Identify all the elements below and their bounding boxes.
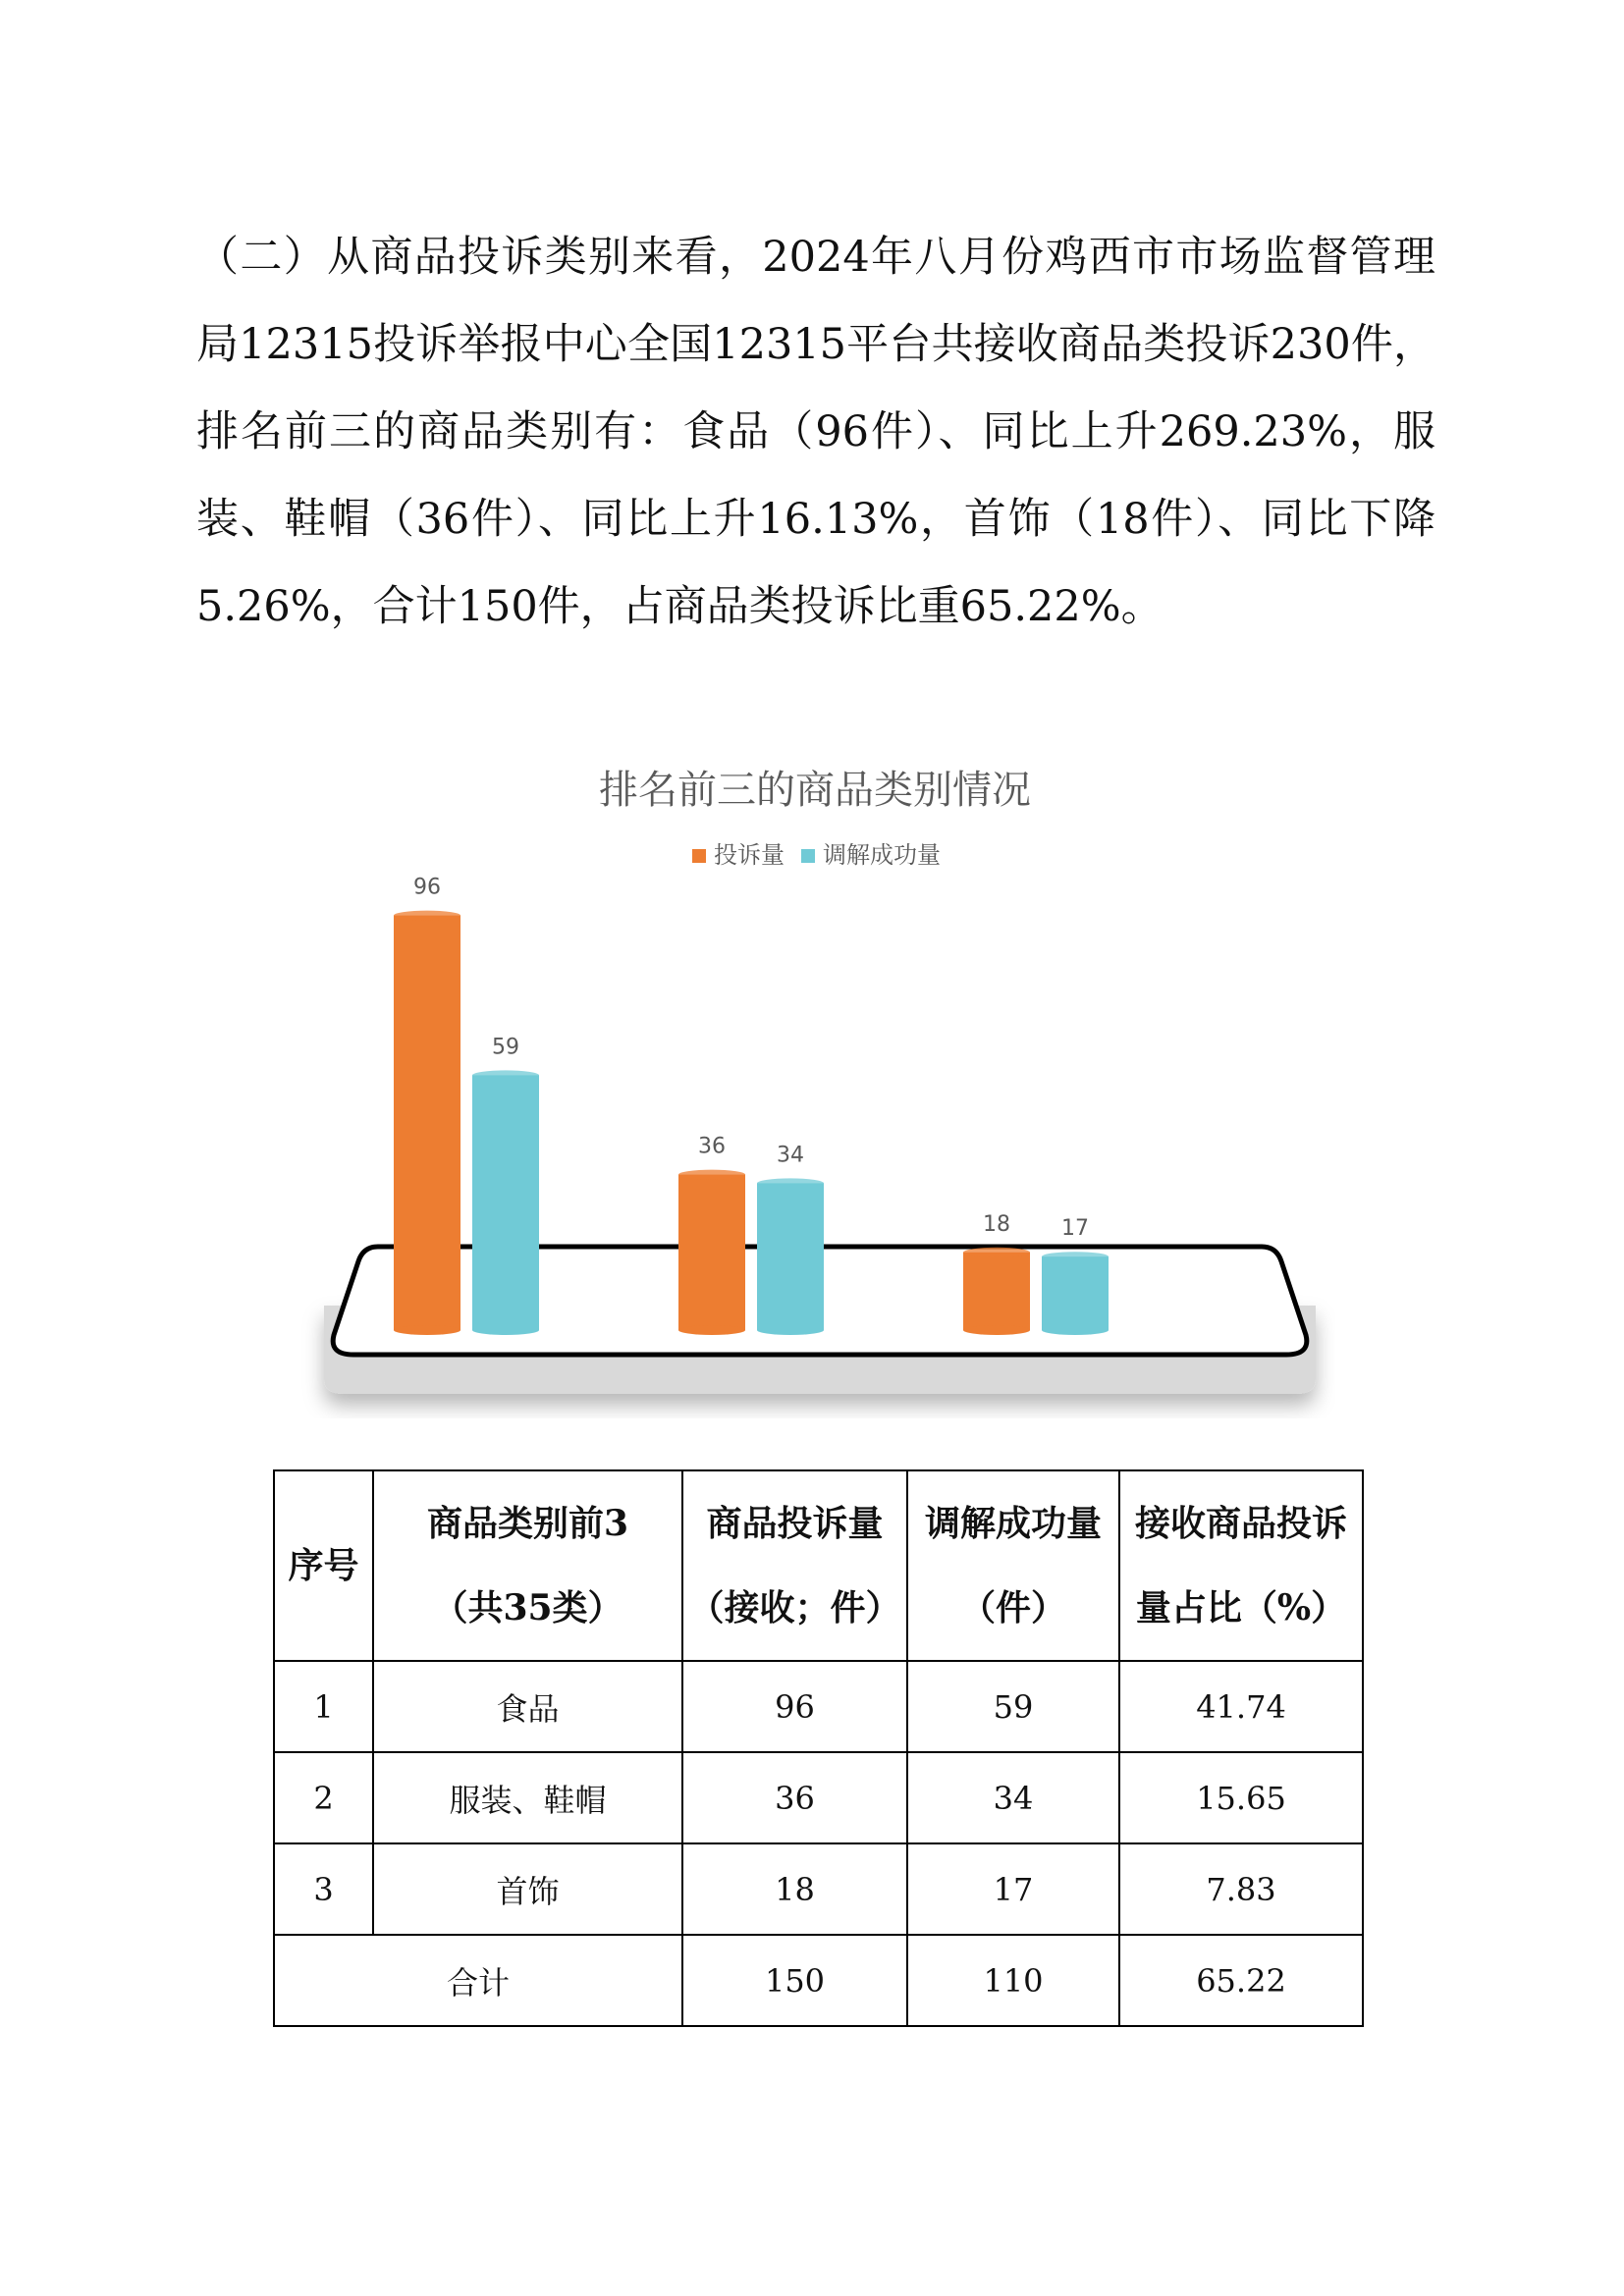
chart-title: 排名前三的商品类别情况 — [599, 768, 1031, 813]
table-row — [274, 1661, 1363, 1752]
legend-label-1: 调解成功量 — [823, 841, 941, 869]
legend-label-0: 投诉量 — [714, 841, 785, 869]
bar-body — [1042, 1256, 1109, 1330]
total-row — [274, 1935, 1363, 2026]
bar-base — [963, 1325, 1030, 1335]
total-cell: 65.22 — [1119, 1935, 1363, 2026]
bar-base — [394, 1325, 460, 1335]
legend-swatch-0 — [692, 849, 706, 863]
table-cell: 17 — [907, 1843, 1119, 1935]
bar-cap — [963, 1248, 1030, 1257]
header-line: 序号 — [288, 1545, 359, 1586]
bar-cap — [394, 911, 460, 921]
bar-0-0 — [394, 876, 460, 1335]
header-line: （接收；件） — [688, 1587, 901, 1629]
table-cell: 服装、鞋帽 — [373, 1752, 682, 1843]
header-cell-1 — [373, 1470, 682, 1661]
header-line: 接收商品投诉 — [1134, 1503, 1347, 1544]
data-label: 17 — [1061, 1216, 1089, 1242]
header-cell-0 — [274, 1470, 373, 1661]
bar-0-1 — [472, 1035, 539, 1335]
bar-body — [678, 1175, 745, 1330]
data-label: 34 — [777, 1143, 804, 1168]
legend-swatch-1 — [801, 849, 815, 863]
total-label: 合计 — [274, 1935, 682, 2026]
data-label: 36 — [698, 1134, 726, 1159]
bar-2-0 — [963, 1212, 1030, 1335]
header-cell-2 — [682, 1470, 907, 1661]
bar-cap — [472, 1070, 539, 1080]
header-line: （件） — [959, 1587, 1066, 1629]
header-line: 商品投诉量 — [706, 1503, 884, 1544]
table-cell: 36 — [682, 1752, 907, 1843]
bar-base — [1042, 1325, 1109, 1335]
header-line: （共35类） — [432, 1587, 623, 1629]
chart-svg — [295, 761, 1335, 1418]
table-cell: 7.83 — [1119, 1843, 1363, 1935]
category-chart — [295, 761, 1335, 1418]
bar-cap — [678, 1170, 745, 1180]
table-cell: 2 — [274, 1752, 373, 1843]
table-body — [274, 1661, 1363, 2026]
table-cell: 食品 — [373, 1661, 682, 1752]
bar-cap — [757, 1178, 824, 1188]
body-paragraph: （二）从商品投诉类别来看，2024年八月份鸡西市市场监督管理局12315投诉举报中心全国12315平台共接收商品类投诉230件，排名前三的商品类别有：食品（96件）、同比上升269.23%，服装、鞋帽（36件）、同比上升16.13%，首饰（18件）、同比下降5.26%，合计150件，占商品类投诉比重65.22%。 — [196, 233, 1435, 631]
bar-base — [472, 1325, 539, 1335]
data-label: 96 — [413, 875, 441, 900]
header-line: 调解成功量 — [924, 1503, 1102, 1544]
table-cell: 34 — [907, 1752, 1119, 1843]
total-cell: 150 — [682, 1935, 907, 2026]
table-cell: 3 — [274, 1843, 373, 1935]
bar-1-1 — [757, 1143, 824, 1335]
table-header-row — [274, 1470, 1363, 1661]
header-line: 商品类别前3 — [426, 1503, 629, 1544]
bar-body — [757, 1183, 824, 1330]
bar-base — [678, 1325, 745, 1335]
bar-body — [394, 916, 460, 1330]
header-cell-4 — [1119, 1470, 1363, 1661]
bar-body — [963, 1253, 1030, 1330]
bar-base — [757, 1325, 824, 1335]
table-row — [274, 1843, 1363, 1935]
table-cell: 18 — [682, 1843, 907, 1935]
table-cell: 1 — [274, 1661, 373, 1752]
bar-1-0 — [678, 1135, 745, 1335]
bar-cap — [1042, 1252, 1109, 1261]
bar-2-1 — [1042, 1216, 1109, 1335]
bar-body — [472, 1075, 539, 1330]
data-label: 18 — [983, 1211, 1010, 1237]
header-line: 量占比（%） — [1135, 1587, 1347, 1629]
table-cell: 首饰 — [373, 1843, 682, 1935]
table-row — [274, 1752, 1363, 1843]
table-cell: 15.65 — [1119, 1752, 1363, 1843]
category-table — [273, 1469, 1364, 2027]
table-cell: 41.74 — [1119, 1661, 1363, 1752]
header-cell-3 — [907, 1470, 1119, 1661]
table-cell: 59 — [907, 1661, 1119, 1752]
data-label: 59 — [492, 1035, 519, 1060]
total-cell: 110 — [907, 1935, 1119, 2026]
chart-legend — [692, 841, 941, 869]
table-cell: 96 — [682, 1661, 907, 1752]
